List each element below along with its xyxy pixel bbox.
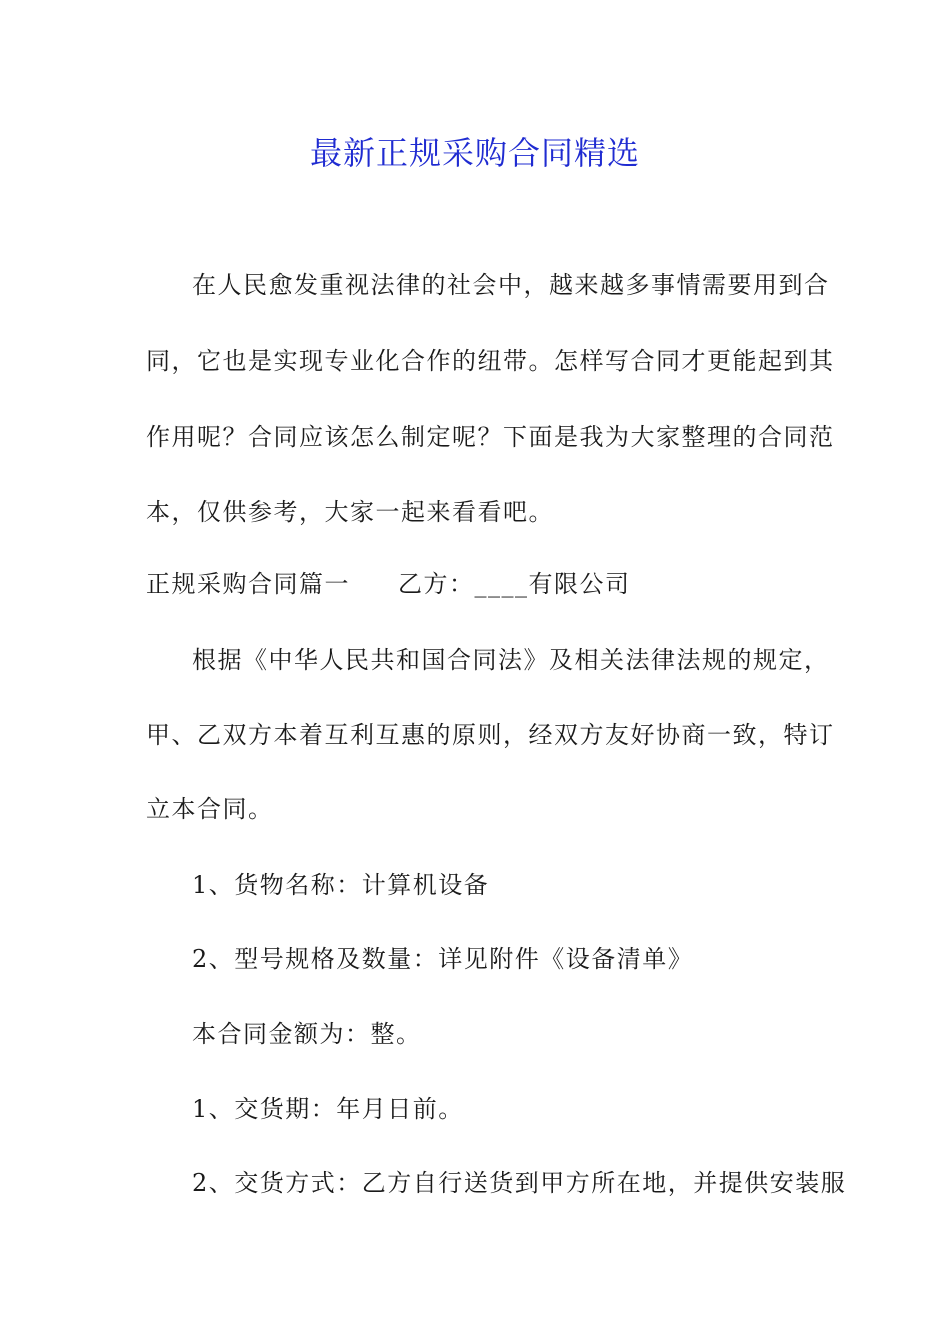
basis-line-2: 甲、乙双方本着互利互惠的原则，经双方友好协商一致，特订 bbox=[146, 721, 835, 749]
basis-line-1: 根据《中华人民共和国合同法》及相关法律法规的规定， bbox=[192, 646, 830, 674]
party-b-field: 乙方：____有限公司 bbox=[398, 570, 631, 598]
section-heading: 正规采购合同篇一 bbox=[146, 570, 350, 598]
item-contract-amount: 本合同金额为：整。 bbox=[192, 1020, 422, 1048]
basis-line-3: 立本合同。 bbox=[146, 795, 274, 823]
intro-line-4: 本，仅供参考，大家一起来看看吧。 bbox=[146, 498, 554, 526]
item-delivery-method: 2、交货方式：乙方自行送货到甲方所在地，并提供安装服 bbox=[192, 1169, 847, 1197]
section-heading-line bbox=[146, 564, 631, 604]
intro-line-1: 在人民愈发重视法律的社会中，越来越多事情需要用到合 bbox=[192, 271, 830, 299]
item-goods-name: 1、货物名称：计算机设备 bbox=[192, 871, 490, 899]
item-model-quantity: 2、型号规格及数量：详见附件《设备清单》 bbox=[192, 945, 694, 973]
intro-line-3: 作用呢？合同应该怎么制定呢？下面是我为大家整理的合同范 bbox=[146, 423, 835, 451]
document-title: 最新正规采购合同精选 bbox=[309, 134, 640, 172]
intro-line-2: 同，它也是实现专业化合作的纽带。怎样写合同才更能起到其 bbox=[146, 347, 835, 375]
item-delivery-date: 1、交货期：年月日前。 bbox=[192, 1095, 464, 1123]
